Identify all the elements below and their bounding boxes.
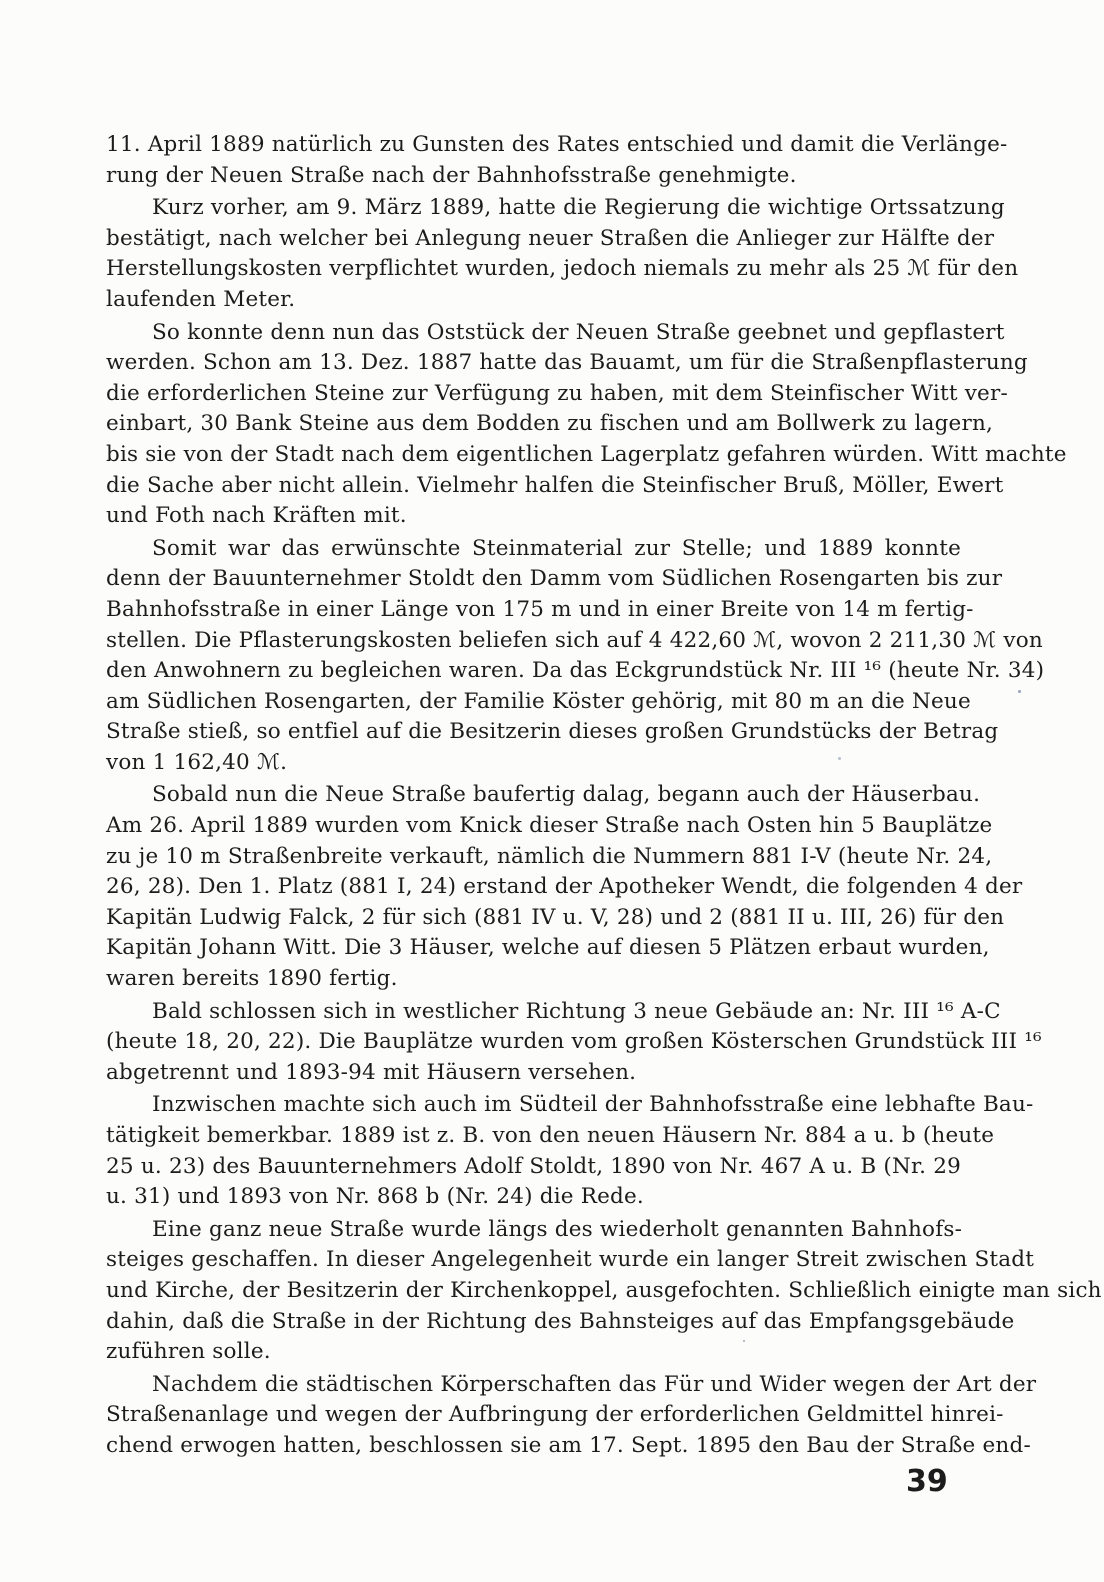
text-line: denn der Bauunternehmer Stoldt den Damm vom Südlichen Rosengarten bis zur [106, 566, 1003, 592]
text-line: So konnte denn nun das Oststück der Neuen Straße geebnet und gepflastert [152, 319, 1005, 345]
text-line: zu je 10 m Straßenbreite verkauft, nämlich die Nummern 881 I-V (heute Nr. 24, [106, 843, 993, 869]
text-line: Straßenanlage und wegen der Aufbringung der erforderlichen Geldmittel hinrei- [106, 1402, 1004, 1428]
paragraph [106, 780, 1023, 994]
paper-speck [838, 757, 841, 760]
text-line: Sobald nun die Neue Straße baufertig dalag, begann auch der Häuserbau. [152, 782, 981, 808]
text-line: die Sache aber nicht allein. Vielmehr halfen die Steinfischer Bruß, Möller, Ewert [106, 472, 1004, 498]
text-line: 26, 28). Den 1. Platz (881 I, 24) erstand der Apotheker Wendt, die folgenden 4 der [106, 874, 1023, 900]
text-line: von 1 162,40 ℳ. [106, 749, 288, 775]
text-line: chend erwogen hatten, beschlossen sie am 17. Sept. 1895 den Bau der Straße end- [106, 1432, 1031, 1458]
paragraph [106, 318, 1067, 532]
text-line: Kapitän Johann Witt. Die 3 Häuser, welche auf diesen 5 Plätzen erbaut wurden, [106, 935, 990, 961]
text-line: bis sie von der Stadt nach dem eigentlichen Lagerplatz gefahren würden. Witt machte [106, 441, 1067, 467]
text-line: werden. Schon am 13. Dez. 1887 hatte das Bauamt, um für die Straßenpflasterung [106, 350, 1028, 376]
text-line: rung der Neuen Straße nach der Bahnhofsstraße genehmigte. [106, 162, 797, 188]
text-line: bestätigt, nach welcher bei Anlegung neuer Straßen die Anlieger zur Hälfte der [106, 225, 995, 251]
paper-speck [743, 1340, 745, 1342]
text-line: und Kirche, der Besitzerin der Kirchenkoppel, ausgefochten. Schließlich einigte man sich [106, 1277, 1102, 1303]
text-line: Kapitän Ludwig Falck, 2 für sich (881 IV u. V, 28) und 2 (881 II u. III, 26) für den [106, 904, 1005, 930]
paragraph [106, 130, 1008, 191]
text-line: einbart, 30 Bank Steine aus dem Bodden zu fischen und am Bollwerk zu lagern, [106, 411, 994, 437]
paragraph [106, 1370, 1037, 1462]
paragraph [106, 997, 1042, 1089]
body-text [106, 130, 1102, 1462]
text-line: Eine ganz neue Straße wurde längs des wiederholt genannten Bahnhofs- [152, 1216, 963, 1242]
text-line: (heute 18, 20, 22). Die Bauplätze wurden vom großen Kösterschen Grundstück III ¹⁶ [106, 1029, 1042, 1055]
paragraph [106, 193, 1019, 315]
paragraph [106, 1215, 1102, 1368]
text-line: Kurz vorher, am 9. März 1889, hatte die Regierung die wichtige Ortssatzung [152, 195, 1005, 221]
text-line: 25 u. 23) des Bauunternehmers Adolf Stoldt, 1890 von Nr. 467 A u. B (Nr. 29 [106, 1153, 961, 1179]
text-line: steiges geschaffen. In dieser Angelegenheit wurde ein langer Streit zwischen Stadt [106, 1247, 1035, 1273]
text-line: stellen. Die Pflasterungskosten beliefen sich auf 4 422,60 ℳ, wovon 2 211,30 ℳ von [106, 627, 1043, 653]
text-line: Inzwischen machte sich auch im Südteil der Bahnhofsstraße eine lebhafte Bau- [152, 1092, 1034, 1118]
paragraph [106, 534, 1045, 779]
text-line: u. 31) und 1893 von Nr. 868 b (Nr. 24) die Rede. [106, 1184, 644, 1210]
text-line: Bald schlossen sich in westlicher Richtung 3 neue Gebäude an: Nr. III ¹⁶ A-C [152, 998, 1001, 1024]
text-line: 11. April 1889 natürlich zu Gunsten des Rates entschied und damit die Verlänge- [106, 132, 1008, 157]
text-line: die erforderlichen Steine zur Verfügung zu haben, mit dem Steinfischer Witt ver- [106, 380, 1008, 406]
text-line: abgetrennt und 1893-94 mit Häusern versehen. [106, 1059, 637, 1085]
page-number: 39 [906, 1464, 948, 1499]
paper-speck [1018, 690, 1021, 693]
text-line: am Südlichen Rosengarten, der Familie Köster gehörig, mit 80 m an die Neue [106, 688, 971, 714]
text-line: und Foth nach Kräften mit. [106, 503, 407, 529]
text-line: Nachdem die städtischen Körperschaften das Für und Wider wegen der Art der [152, 1371, 1037, 1397]
text-line: tätigkeit bemerkbar. 1889 ist z. B. von den neuen Häusern Nr. 884 a u. b (heute [106, 1123, 995, 1148]
paragraph [106, 1090, 1034, 1212]
text-line: Herstellungskosten verpflichtet wurden, jedoch niemals zu mehr als 25 ℳ für den [106, 256, 1019, 282]
text-line: Am 26. April 1889 wurden vom Knick dieser Straße nach Osten hin 5 Bauplätze [106, 813, 993, 839]
text-line: den Anwohnern zu begleichen waren. Da das Eckgrundstück Nr. III ¹⁶ (heute Nr. 34) [106, 658, 1045, 684]
text-line: zuführen solle. [106, 1339, 271, 1365]
text-line: dahin, daß die Straße in der Richtung des Bahnsteiges auf das Empfangsgebäude [106, 1308, 1015, 1334]
text-line: Straße stieß, so entfiel auf die Besitzerin dieses großen Grundstücks der Betrag [106, 719, 999, 745]
text-line: Somit war das erwünschte Steinmaterial zur Stelle; und 1889 konnte [152, 535, 961, 561]
text-line: Bahnhofsstraße in einer Länge von 175 m und in einer Breite von 14 m fertig- [106, 596, 974, 622]
text-line: laufenden Meter. [106, 286, 296, 312]
text-line: waren bereits 1890 fertig. [106, 966, 398, 992]
